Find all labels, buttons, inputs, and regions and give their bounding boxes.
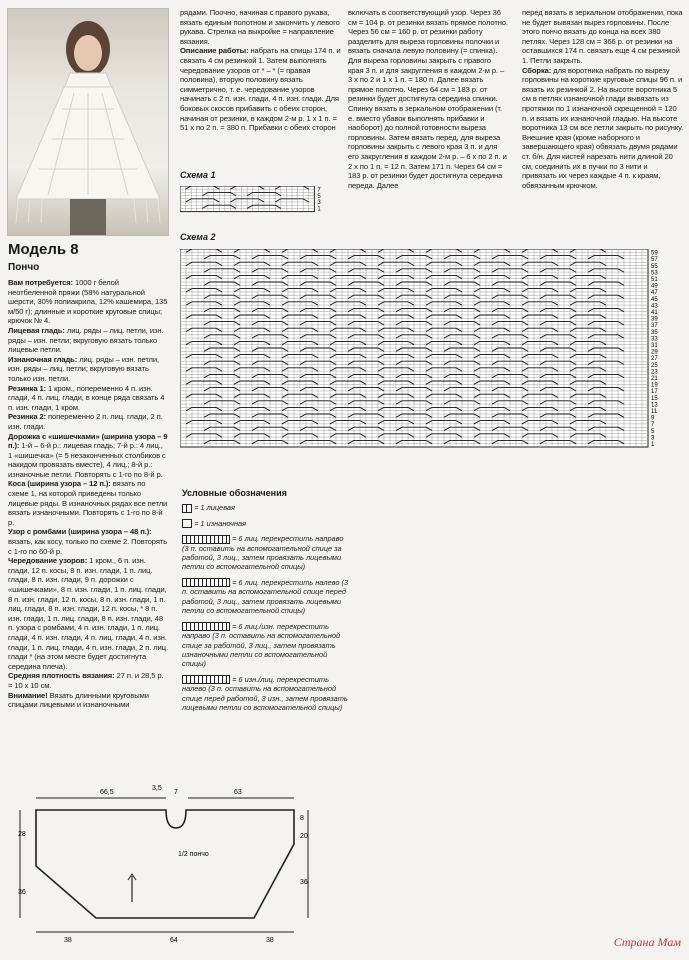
row-number-label: 57 xyxy=(651,257,658,264)
row-number-label: 37 xyxy=(651,323,658,330)
row-number-label: 17 xyxy=(651,389,658,396)
instructions-column-4 xyxy=(522,8,684,190)
instruction-paragraph xyxy=(8,355,168,384)
instruction-label: Дорожка с «шишечками» (ширина узора – 9 п.): xyxy=(8,431,168,451)
legend-text: = 1 изнаночная xyxy=(194,518,247,528)
row-number-label: 11 xyxy=(651,409,658,415)
instruction-label: Внимание! xyxy=(8,690,48,700)
dim-7: 7 xyxy=(174,789,178,796)
dim-36-left: 36 xyxy=(18,889,26,896)
instruction-text: вязать по схеме 1, на которой приведены только лицевые ряды. В изнаночных рядах все петли вязать изнаночными. Повторять с 1-го по 8-й р. xyxy=(8,479,168,527)
row-number-label: 53 xyxy=(651,270,658,277)
work-description-text: набрать на спицы 174 п. и связать 4 см резинкой 1. Затем выполнять чередование узоров от * – * (= правая половина), вторую половину вязать симметрично, т. е. чередование узоров начинать с 2 п. изн. глади, 4 п. изн. глади. Для боковых скосов прибавить с обеих сторон, начиная от резинки, в каждом 2-м р. 1 х 1 п. = 51 х по 2 п. = 380 п. Прибавки с обеих сторон xyxy=(180,46,341,133)
instruction-paragraph xyxy=(8,412,168,431)
instruction-label: Вам потребуется: xyxy=(8,278,73,287)
row-number-label: 49 xyxy=(651,283,658,290)
scheme-2-title: Схема 2 xyxy=(180,232,216,242)
half-poncho-label: 1/2 пончо xyxy=(178,851,209,858)
legend-item xyxy=(182,503,352,513)
legend-text: = 6 изн./лиц. перекрестить налево (3 п. оставить на вспомогательной спице перед работой, 3 изн., затем провязать лицевыми петли со вспомогательной спицы) xyxy=(182,674,348,713)
legend xyxy=(182,503,352,719)
row-number-label: 59 xyxy=(651,250,658,257)
instruction-text: 1 кром., попеременно 4 п. изн. глади, 4 п. лиц. глади, в конце ряда связать 4 п. изн. глади, 1 кром. xyxy=(8,383,165,412)
row-number-label: 23 xyxy=(651,369,658,376)
poncho-pattern-diagram xyxy=(8,780,328,950)
instruction-label: Узор с ромбами (ширина узора – 48 п.): xyxy=(8,527,152,537)
legend-item xyxy=(182,578,352,616)
scheme-1-grid xyxy=(180,186,322,214)
instruction-label: Чередование узоров: xyxy=(8,556,88,566)
instruction-label: Резинка 2: xyxy=(8,412,47,422)
dim-38-right: 38 xyxy=(266,937,274,944)
legend-symbol-icon xyxy=(182,519,192,528)
instruction-label: Резинка 1: xyxy=(8,383,47,393)
instruction-label: Изнаночная гладь: xyxy=(8,354,78,364)
poncho-outline xyxy=(36,810,294,918)
row-number-label: 47 xyxy=(651,290,658,297)
row-number-label: 41 xyxy=(651,310,658,316)
model-subtitle: Пончо xyxy=(8,262,40,273)
row-number-label: 15 xyxy=(651,395,658,402)
row-number-label: 21 xyxy=(651,376,658,382)
row-number-label: 33 xyxy=(651,336,658,343)
row-number-label: 13 xyxy=(651,402,658,409)
row-number-label: 35 xyxy=(651,329,658,336)
scheme-2-grid xyxy=(180,249,670,451)
assembly-text: для воротника набрать по вырезу горловины на короткие круговые спицы 96 п. и вязать их резинкой 2. На высоте воротника 5 см в петлях изнаночной глади вывязать из протяжки по 1 изнаночной скрещенной = 120 п. и вязать их изнаночной гладью. На высоте воротника 13 см все петли закрыть по рисунку. Внешние края (кроме наборного и завершающего края) обвязать двумя рядами ст. б/н. Для кистей нарезать нити длиной 20 см, соединить их в пучки по 3 нити и привязать их через каждые 4 п. к краям, обвязанным крючком. xyxy=(522,65,684,190)
instruction-text: Вязать длинными круговыми спицами лицевыми и изнаночными xyxy=(8,690,149,710)
instruction-paragraph xyxy=(8,326,168,355)
row-number-label: 31 xyxy=(651,343,658,349)
row-number-label: 1 xyxy=(651,442,655,448)
row-number-label: 7 xyxy=(651,422,655,429)
row-number-label: 7 xyxy=(317,187,321,194)
row-number-label: 5 xyxy=(651,428,655,435)
row-number-label: 25 xyxy=(651,362,658,369)
row-number-label: 5 xyxy=(317,193,321,200)
legend-text: = 6 лиц. перекрестить направо (3 п. оставить на вспомогательной спице за работой, 3 лиц., затем провязать лицевыми петли со вспомогательной спицы) xyxy=(182,534,344,572)
instruction-text: 1 кром., 6 п. изн. глади, 12 п. косы, 8 п. изн. глади, 1 п. лиц. глади, 8 п. изн. глади, 9 п. дорожки с «шишечками», 8 п. изн. глади, 1 п. лиц. глади, 8 п. изн. глади, 12 п. косы, 8 п. изн. глади, 1 п. лиц. глади, 8 п. изн. глади, 12 п. косы, * 8 п. изн. глади, 1 п. лиц. глади, 8 п. изн. глади, 48 п. узора с ромбами, 4 п. изн. глади, 1 п. лиц. глади, 4 п. изн. глади, 4 п. лиц. глади, 4 п. изн. глади, 1 п. лиц. глади, 4 п. изн. глади, 2 п. лиц. глади * (на этом месте будет достигнута середина плеча). xyxy=(8,556,168,671)
row-number-label: 43 xyxy=(651,303,658,310)
instruction-text: 1000 г белой неотбеленной пряжи (58% натуральной шерсти, 30% полиакрила, 12% кашемира, 135 м/50 г); длинные и короткие круговые спицы; крючок № 4. xyxy=(8,278,168,326)
poncho-photo-drawing xyxy=(8,9,168,235)
column-4-text: перед вязать в зеркальном отображении, пока не будет вывязан вырез горловины. После этого пончо вязать до конца на всех 380 петлях. Через 128 см = 366 р. от резинки на оставшихся 174 п. связать еще 4 см резинкой 1. Петли закрыть. xyxy=(522,8,683,65)
legend-symbol-icon xyxy=(182,675,230,684)
dim-20: 20 xyxy=(300,833,308,840)
work-description-label: Описание работы: xyxy=(180,46,249,56)
instruction-paragraph xyxy=(8,384,168,413)
model-photo xyxy=(7,8,169,236)
dim-3-5: 3,5 xyxy=(152,785,162,792)
legend-item xyxy=(182,675,352,713)
instruction-paragraph xyxy=(8,278,168,326)
dim-8: 8 xyxy=(300,815,304,822)
row-number-label: 3 xyxy=(317,200,321,207)
instruction-paragraph xyxy=(8,556,168,671)
instruction-text: лиц. ряды – изн. петли, изн. ряды – лиц. петли; вкруговую вязать только изн. петли. xyxy=(8,354,160,383)
row-number-label: 3 xyxy=(651,435,655,442)
legend-text: = 6 лиц./изн. перекрестить направо (3 п. оставить на вспомогательной спице за работой, 3 лиц., затем провязать изнаночными петли со вспомогательной спицы) xyxy=(182,621,341,669)
legend-symbol-icon xyxy=(182,578,230,587)
instructions-column-3: включать в соответствующий узор. Через 36 см = 104 р. от резинки вязать прямое полотно. Через 56 см = 160 р. от резинки работу разделить для выреза горловины полочки и вязать сначала левую половину (= спинка). Для выреза горловины закрыть с правого края 3 п. и для закругления в каждом 2-м р. – 3 х по 2 и 1 х 1 п. = 180 п. Далее вязать прямое полотно. Через 64 см = 183 р. от резинки будет достигнута середина спинки. Спинку вязать в зеркальном отображении (т. е. вместо убавок выполнять прибавки и наоборот) до полной готовности выреза горловины. Затем вязать перед, для выреза горловины закрыть с левого края 3 п. и для его закругления в каждом 2-м р. – 6 х по 2 п. и 2 х по 1 п. = 12 п. Затем 171 п. Через 64 см = 183 р. от резинки будет достигнута середина переда. Далее xyxy=(348,8,508,190)
row-number-label: 55 xyxy=(651,263,658,270)
instruction-paragraph xyxy=(8,671,168,690)
legend-symbol-icon xyxy=(182,504,192,513)
dim-28: 28 xyxy=(18,831,26,838)
column-2-intro: рядами. Поочно, начиная с правого рукава, вязать единым полотном и закончить у левого рукава. Стрелка на выкройке = направление вязания. xyxy=(180,8,340,46)
instruction-paragraph xyxy=(8,432,168,480)
instruction-paragraph xyxy=(8,527,168,556)
legend-text: = 1 лицевая xyxy=(194,503,235,512)
legend-symbol-icon xyxy=(182,535,230,544)
dim-66-5: 66,5 xyxy=(100,789,114,796)
dim-64: 64 xyxy=(170,937,178,944)
watermark-logo: Страна Мам xyxy=(613,935,681,949)
row-number-label: 45 xyxy=(651,296,658,303)
row-number-label: 39 xyxy=(651,316,658,323)
row-number-label: 29 xyxy=(651,349,658,356)
row-number-label: 1 xyxy=(317,206,321,213)
instruction-text: вязать, как косу, только по схеме 2. Повторять с 1-го по 60-й р. xyxy=(8,537,168,556)
dim-38-left: 38 xyxy=(64,937,72,944)
instructions-column-1 xyxy=(8,278,168,710)
instruction-text: попеременно 2 п. лиц. глади, 2 п. изн. глади. xyxy=(8,412,163,431)
scheme-1-title: Схема 1 xyxy=(180,170,216,180)
legend-title: Условные обозначения xyxy=(182,488,287,498)
legend-item xyxy=(182,622,352,669)
model-title: Модель 8 xyxy=(8,241,79,258)
instruction-label: Коса (ширина узора – 12 п.): xyxy=(8,479,111,489)
instruction-label: Средняя плотность вязания: xyxy=(8,671,115,681)
dim-36-right: 36 xyxy=(300,879,308,886)
legend-item xyxy=(182,519,352,529)
instruction-text: 1-й – 6-й р.: лицевая гладь; 7-й р.: 4 лиц., 1 «шишечка» (= 5 незаконченных столбиков с накидом провязать вместе), 4 лиц.; 8-й р.: изнаночные петли. Повторять с 1-го по 8-й р. xyxy=(8,441,166,479)
instruction-paragraph xyxy=(8,691,168,710)
legend-item xyxy=(182,534,352,572)
row-number-label: 19 xyxy=(651,382,658,389)
row-number-label: 9 xyxy=(651,415,655,422)
instruction-label: Лицевая гладь: xyxy=(8,325,65,335)
row-number-label: 51 xyxy=(651,277,658,283)
assembly-label: Сборка: xyxy=(522,65,552,75)
instruction-text: 27 п. и 28,5 р. = 10 х 10 см. xyxy=(8,671,164,690)
legend-symbol-icon xyxy=(182,622,230,631)
legend-text: = 6 лиц. перекрестить налево (3 п. оставить на вспомогательной спице перед работой, 3 лиц., затем провязать лицевыми петли со вспомогательной спицы) xyxy=(182,577,349,616)
dim-63: 63 xyxy=(234,789,242,796)
instruction-paragraph xyxy=(8,479,168,527)
instruction-text: лиц. ряды – лиц. петли, изн. ряды – изн. петли; вкруговую вязать только лицевые петли. xyxy=(8,325,164,355)
instructions-column-2 xyxy=(180,8,342,133)
row-number-label: 27 xyxy=(651,356,658,363)
